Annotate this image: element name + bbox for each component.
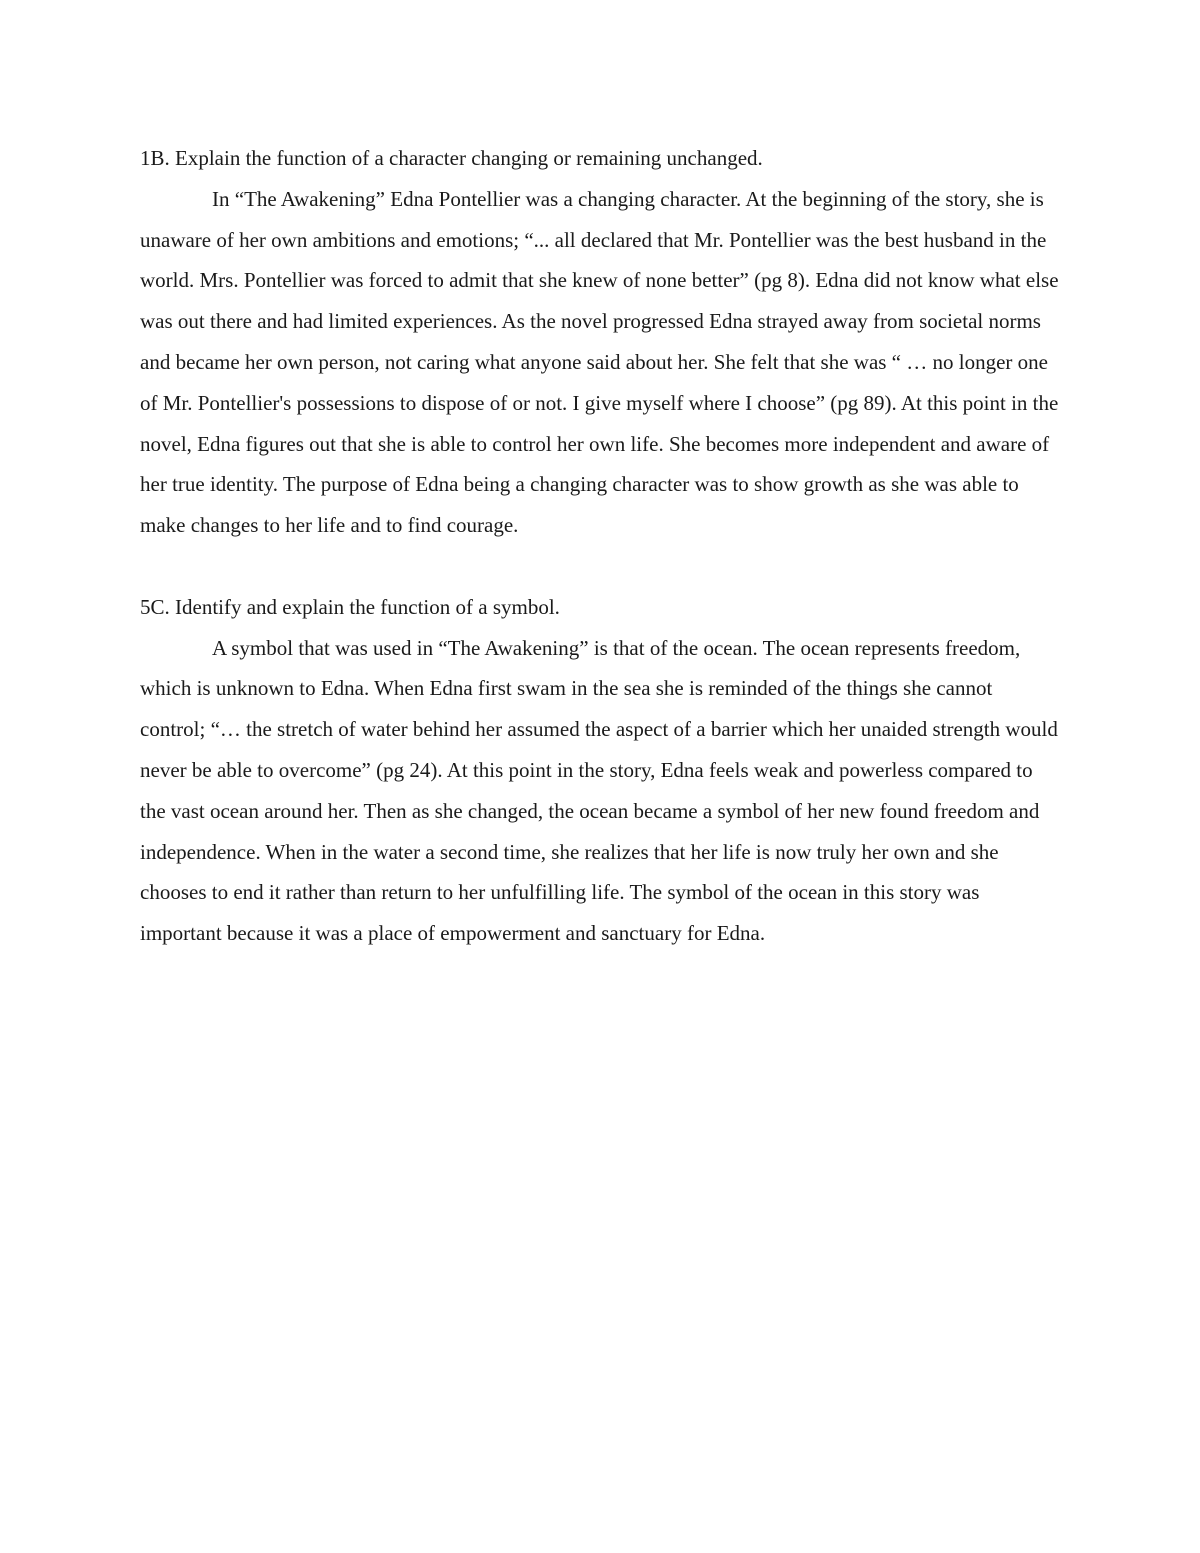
section-spacer	[140, 546, 1060, 587]
question-heading: 1B. Explain the function of a character changing or remaining unchanged.	[140, 146, 763, 170]
document-body	[140, 138, 1060, 954]
section-5c	[140, 587, 1060, 954]
section-1b	[140, 138, 1060, 546]
question-heading: 5C. Identify and explain the function of a symbol.	[140, 594, 560, 619]
answer-paragraph: In “The Awakening” Edna Pontellier was a changing character. At the beginning of the story, she is unaware of her own ambitions and emotions; “... all declared that Mr. Pontellier was the best husband in the world. Mrs. Pontellier was forced to admit that she knew of none better” (pg 8). Edna did not know what else was out there and had limited experiences. As the novel progressed Edna strayed away from societal norms and became her own person, not caring what anyone said about her. She felt that she was “ … no longer one of Mr. Pontellier's possessions to dispose of or not. I give myself where I choose” (pg 89). At this point in the novel, Edna figures out that she is able to control her own life. She becomes more independent and aware of her true identity. The purpose of Edna being a changing character was to show growth as she was able to make changes to her life and to find courage.	[140, 186, 1059, 538]
answer-paragraph: A symbol that was used in “The Awakening” is that of the ocean. The ocean represents freedom, which is unknown to Edna. When Edna first swam in the sea she is reminded of the things she cannot control; “… the stretch of water behind her assumed the aspect of a barrier which her unaided strength would never be able to overcome” (pg 24). At this point in the story, Edna feels weak and powerless compared to the vast ocean around her. Then as she changed, the ocean became a symbol of her new found freedom and independence. When in the water a second time, she realizes that her life is now truly her own and she chooses to end it rather than return to her unfulfilling life. The symbol of the ocean in this story was important because it was a place of empowerment and sanctuary for Edna.	[140, 635, 1058, 946]
